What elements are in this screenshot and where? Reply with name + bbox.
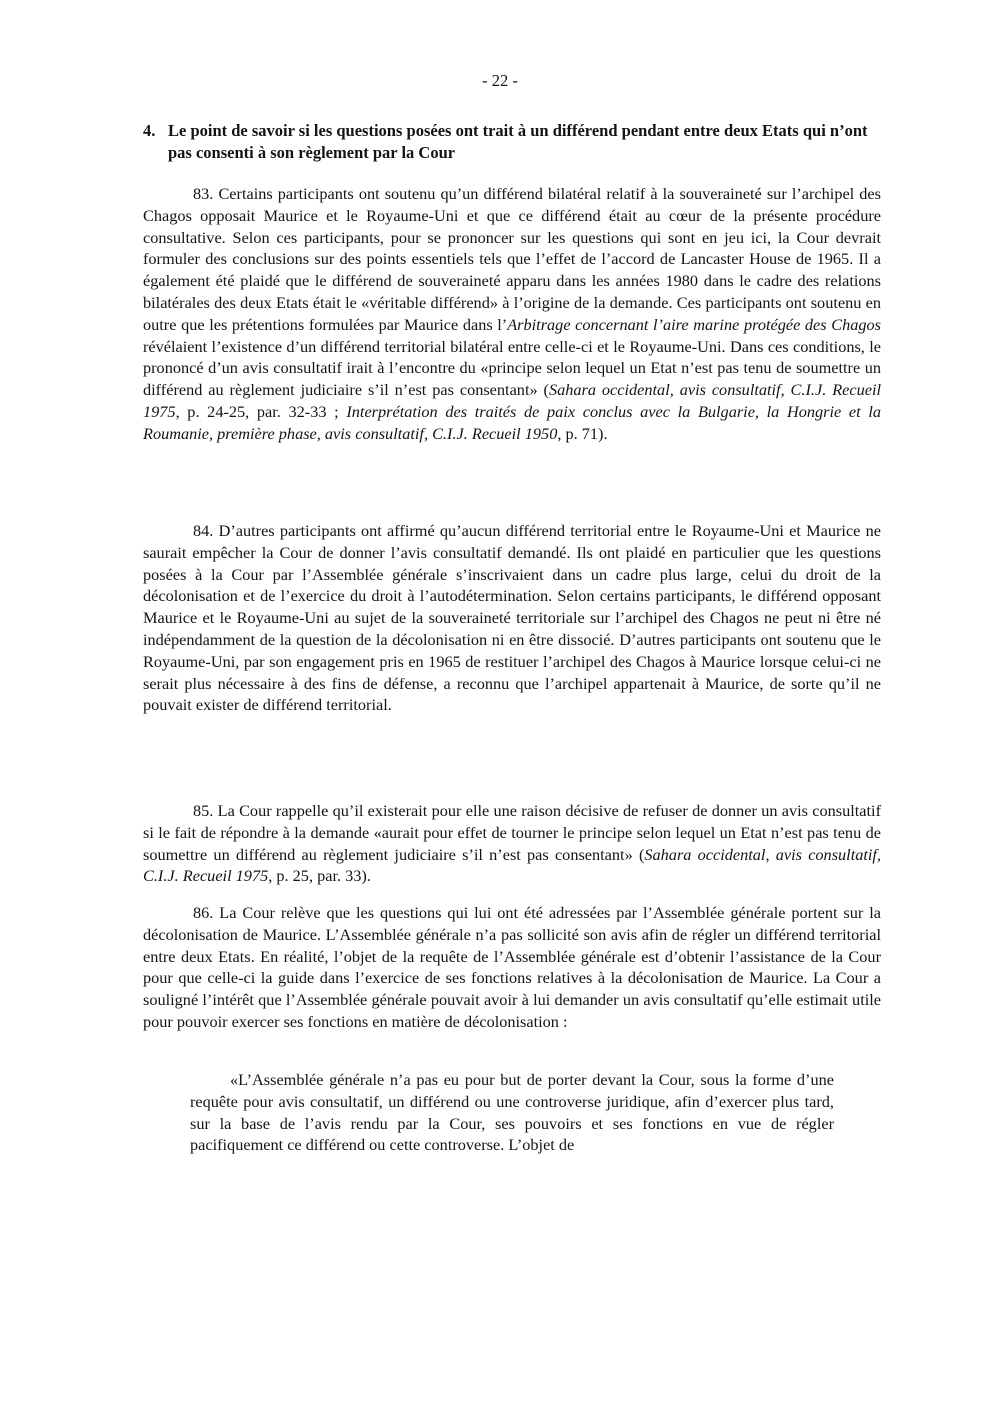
- section-title: Le point de savoir si les questions posées ont trait à un différend pendant entre deux Etats qui n’ont pas consenti à son règlement par la Cour: [168, 121, 868, 162]
- section-heading: [143, 120, 868, 164]
- paragraph-83-citation-traites: Interprétation des traités de paix conclus avec la Bulgarie, la Hongrie et la Roumanie, première phase, avis consultatif, C.I.J. Recueil 1950: [143, 401, 881, 443]
- paragraph-83-citation-sahara: Sahara occidental, avis consultatif, C.I.J. Recueil 1975: [143, 380, 882, 421]
- section-number: 4.: [143, 121, 156, 140]
- paragraph-83-text-2: révélaient l’existence d’un différend territorial bilatéral entre celle-ci et le Royaume-Uni. Dans ces conditions, le prononcé d’un avis consultatif irait à l’encontre du «principe selon lequel un Etat n’est pas tenu de soumettre un différend au règlement judiciaire s’il n’est pas consentant» (: [143, 336, 881, 400]
- paragraph-83: [143, 183, 881, 445]
- page-number: - 22 -: [482, 71, 518, 90]
- paragraph-83-text-1: 83. Certains participants ont soutenu qu’un différend bilatéral relatif à la souveraineté sur l’archipel des Chagos opposait Maurice et le Royaume-Uni et que ce différend était au cœur de la présente procédure consultative. Selon ces participants, pour se prononcer sur les questions qui sont en jeu ici, la Cour devrait formuler des conclusions sur des points essentiels tels que l’effet de l’accord de Lancaster House de 1965. Il a également été plaidé que le différend de souveraineté apparu dans les années 1980 dans le cadre des relations bilatérales des deux Etats était le «véritable différend» à l’origine de la demande. Ces participants ont soutenu en outre que les prétentions formulées par Maurice dans l’: [143, 184, 881, 334]
- paragraph-83-text-3: , p. 24-25, par. 32-33 ;: [175, 401, 347, 421]
- paragraph-85-text-1: 85. La Cour rappelle qu’il existerait pour elle une raison décisive de refuser de donner un avis consultatif si le fait de répondre à la demande «aurait pour effet de tourner le principe selon lequel un Etat n’est pas tenu de soumettre un différend au règlement judiciaire s’il n’est pas consentant» (: [143, 801, 881, 864]
- paragraph-83-text-4: , p. 71).: [557, 423, 608, 443]
- paragraph-85-citation-sahara: Sahara occidental, avis consultatif, C.I.J. Recueil 1975: [143, 844, 882, 886]
- paragraph-84: 84. D’autres participants ont affirmé qu’aucun différend territorial entre le Royaume-Uni et Maurice ne saurait empêcher la Cour de donner l’avis consultatif demandé. Ils ont plaidé en particulier que les questions posées à la Cour par l’Assemblée générale s’inscrivaient dans un cadre plus large, celui du droit de la décolonisation et de l’exercice du droit à l’autodétermination. Selon certains participants, le différend opposant Maurice et le Royaume-Uni au sujet de la souveraineté territoriale sur l’archipel des Chagos ne peut ni être né indépendamment de la question de la décolonisation ni en être dissocié. D’autres participants ont soutenu que le Royaume-Uni, par son engagement pris en 1965 de restituer l’archipel des Chagos à Maurice lorsque celui-ci ne serait plus nécessaire à des fins de défense, a reconnu que l’archipel appartenait à Maurice, de sorte qu’il ne pouvait exister de différend territorial.: [143, 521, 881, 715]
- paragraph-85-text-2: , p. 25, par. 33).: [268, 866, 371, 886]
- block-quote: «L’Assemblée générale n’a pas eu pour but de porter devant la Cour, sous la forme d’une requête pour avis consultatif, un différend ou une controverse juridique, afin d’exercer plus tard, sur la base de l’avis rendu par la Cour, ses pouvoirs et ses fonctions en vue de régler pacifiquement ce différend ou cette controverse. L’objet de: [190, 1070, 834, 1155]
- paragraph-86: 86. La Cour relève que les questions qui lui ont été adressées par l’Assemblée générale portent sur la décolonisation de Maurice. L’Assemblée générale n’a pas sollicité son avis afin de régler un différend territorial entre deux Etats. En réalité, l’objet de la requête de l’Assemblée générale est d’obtenir l’assistance de la Cour pour que celle-ci la guide dans l’exercice de ses fonctions relatives à la décolonisation de Maurice. La Cour a souligné l’intérêt que l’Assemblée générale pouvait avoir à lui demander un avis consultatif qu’elle estimait utile pour pouvoir exercer ses fonctions en matière de décolonisation :: [143, 903, 881, 1031]
- paragraph-85: [143, 800, 881, 887]
- paragraph-83-citation-arbitrage: Arbitrage concernant l’aire marine protégée des Chagos: [507, 314, 881, 334]
